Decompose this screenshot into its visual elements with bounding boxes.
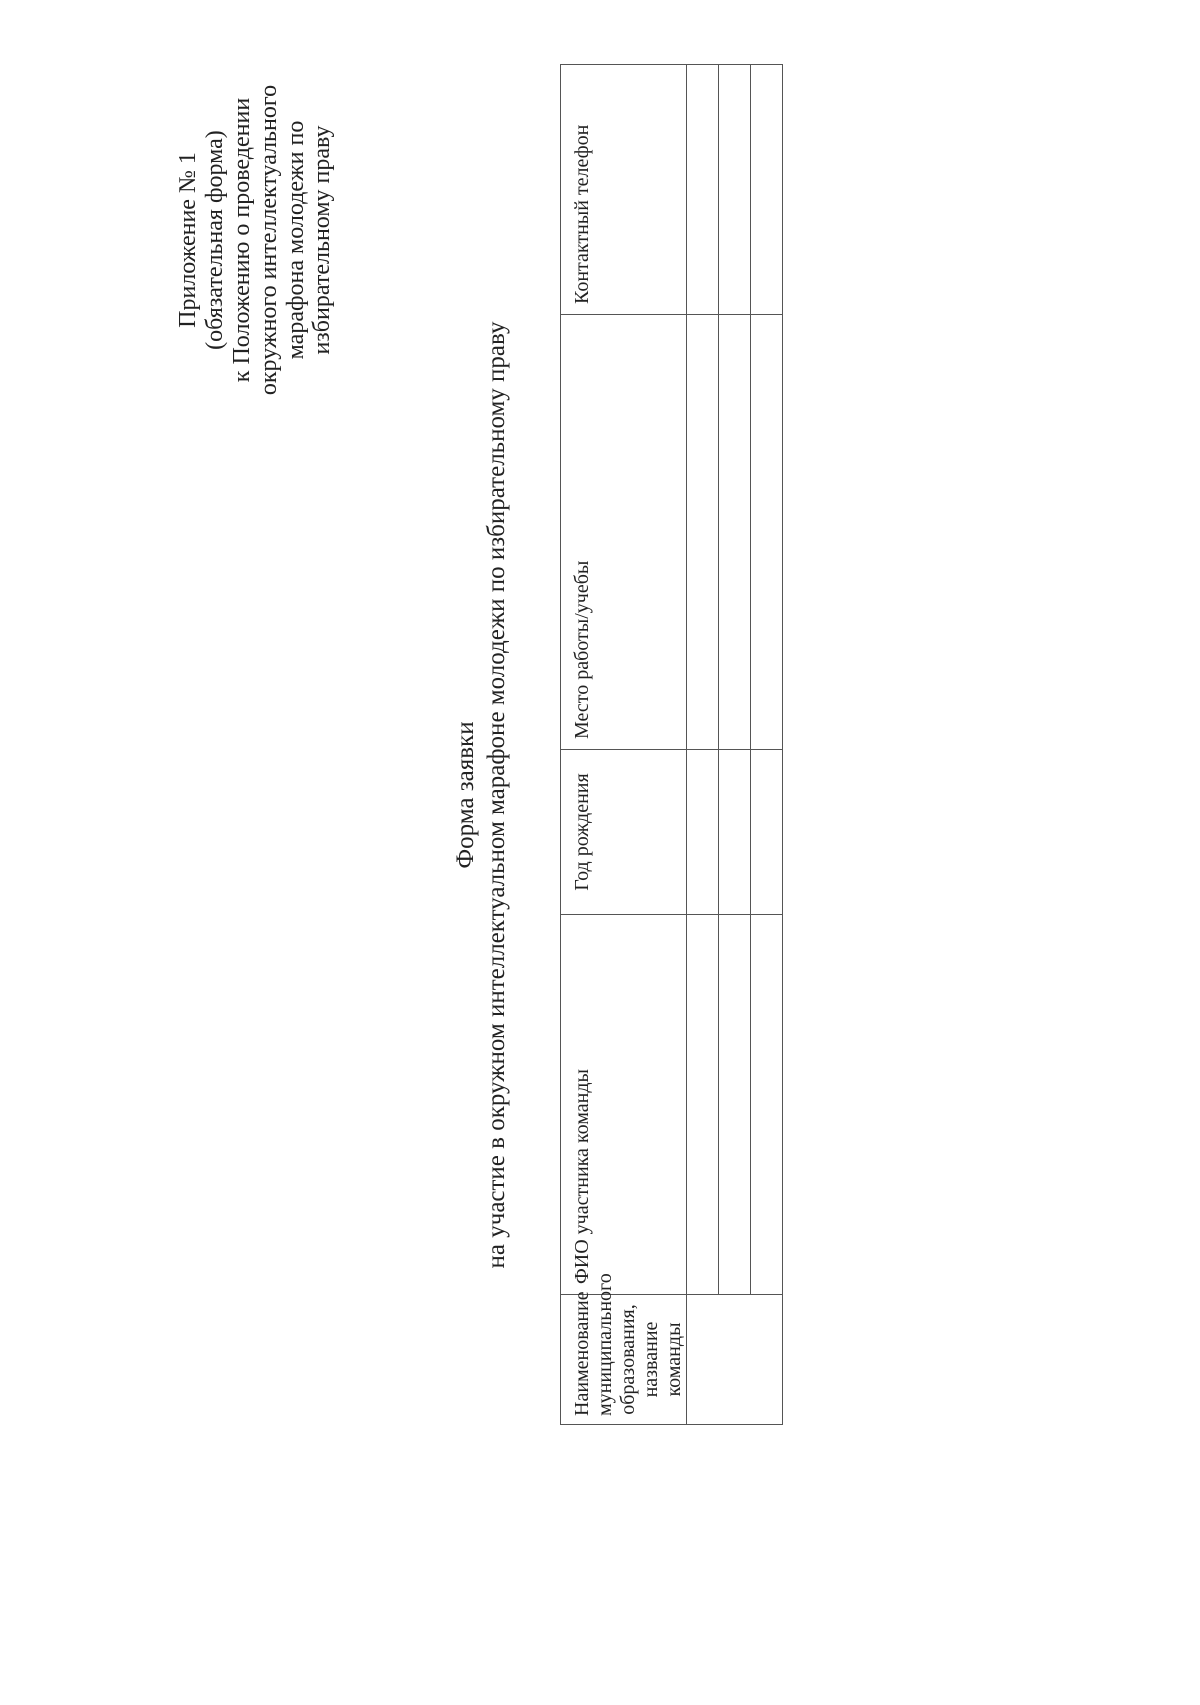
column-header-birth-year: Год рождения bbox=[561, 750, 687, 915]
form-subtitle: на участие в окружном интеллектуальном марафоне молодежи по избирательному праву bbox=[483, 321, 511, 1269]
table-cell[interactable] bbox=[751, 915, 783, 1295]
column-header-phone: Контактный телефон bbox=[561, 65, 687, 315]
table-cell[interactable] bbox=[719, 915, 751, 1295]
table-row bbox=[751, 65, 783, 1425]
appendix-line: избирательному праву bbox=[309, 125, 336, 355]
column-header-workplace: Место работы/учебы bbox=[561, 315, 687, 750]
table-header-row bbox=[561, 65, 687, 1425]
appendix-line: Приложение № 1 bbox=[175, 152, 201, 328]
appendix-line: окружного интеллектуального bbox=[255, 84, 282, 396]
column-header-participant-name: ФИО участника команды bbox=[561, 915, 687, 1295]
column-header-municipality: Наименование муниципального образования, название команды bbox=[561, 1295, 687, 1425]
table-row bbox=[687, 65, 719, 1425]
application-table bbox=[560, 64, 783, 1425]
form-heading bbox=[450, 245, 513, 1345]
table-cell[interactable] bbox=[751, 315, 783, 750]
table-cell[interactable] bbox=[687, 315, 719, 750]
table-cell[interactable] bbox=[719, 65, 751, 315]
table-cell[interactable] bbox=[687, 65, 719, 315]
table-cell-municipality[interactable] bbox=[687, 1295, 783, 1425]
table-cell[interactable] bbox=[751, 750, 783, 915]
appendix-line: марафона молодежи по bbox=[282, 120, 309, 360]
appendix-line: (обязательная форма) bbox=[201, 130, 228, 350]
table-cell[interactable] bbox=[719, 750, 751, 915]
table-cell[interactable] bbox=[687, 750, 719, 915]
appendix-line: к Положению о проведении bbox=[228, 97, 255, 383]
table-cell[interactable] bbox=[751, 65, 783, 315]
form-title: Форма заявки bbox=[452, 721, 479, 869]
appendix-header bbox=[175, 75, 336, 405]
table-row bbox=[719, 65, 751, 1425]
table-cell[interactable] bbox=[687, 915, 719, 1295]
table-cell[interactable] bbox=[719, 315, 751, 750]
